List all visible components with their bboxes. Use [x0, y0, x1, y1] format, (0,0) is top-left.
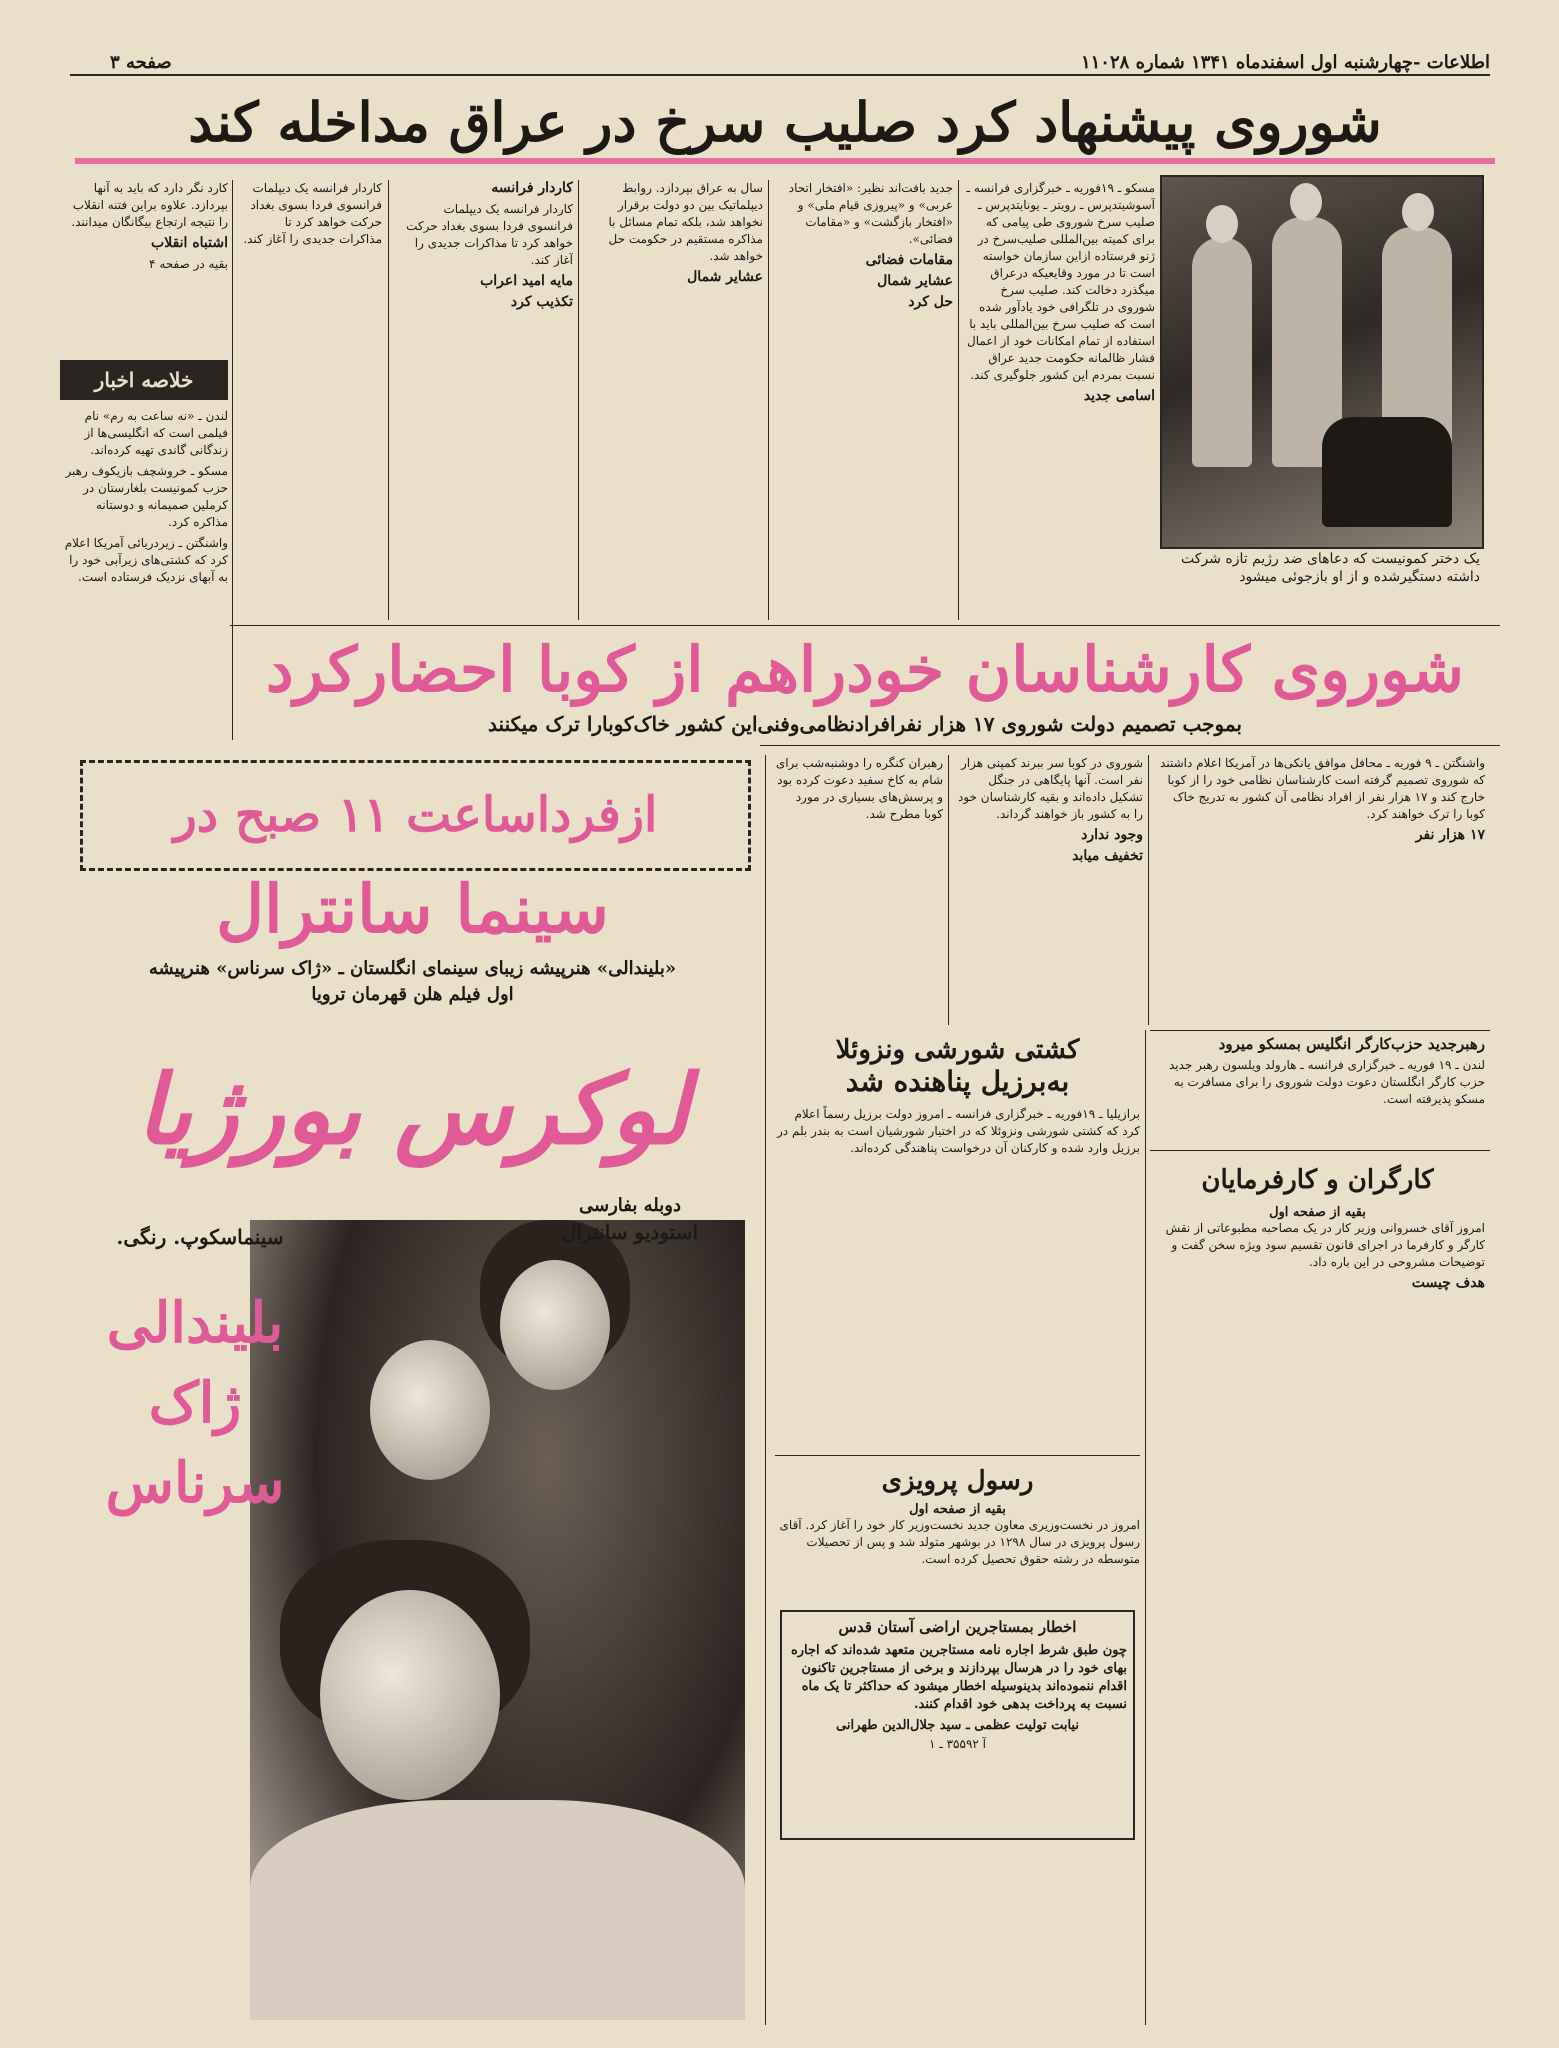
film-title: لوکرس بورژیا: [135, 1053, 690, 1166]
article-text: لندن ـ ۱۹ فوریه ـ خبرگزاری فرانسه ـ هارولد ویلسون رهبر جدید حزب کارگر انگلستان دعوت دولت شوروی را برای مسافرت به مسکو پذیرفته است.: [1168, 1058, 1485, 1106]
star-name: ژاک: [148, 1370, 242, 1436]
poster-face: [320, 1590, 500, 1800]
column-rule: [388, 180, 389, 620]
article-far-left: [60, 180, 228, 340]
star-name: سرناس: [105, 1450, 285, 1516]
article-title: رسول پرویزی: [881, 1466, 1034, 1496]
workers-article: [1150, 1155, 1485, 2025]
main-headline: شوروی پیشنهاد کرد صلیب سرخ در عراق مداخله کند: [188, 90, 1382, 154]
article-subhead: ۱۷ هزار نفر: [1415, 827, 1485, 843]
article-text: کاردار فرانسه یک دیپلمات فرانسوی فردا بسوی بغداد حرکت خواهد کرد تا مذاکرات جدیدی را آغاز کند.: [406, 202, 573, 267]
article-text: واشنگتن ـ ۹ فوریه ـ محافل موافق یانکی‌ها در آمریکا اعلام داشتند که شوروی تصمیم گرفته است کارشناسان نظامی خود را از کوبا خارج کند و ۱۷ هزار نفر از افراد نظامی آن کشور به تدریج خاک کوبا را ترک خواهند کرد.: [1160, 756, 1485, 821]
continued-note: بقیه در صفحه ۴: [149, 257, 228, 271]
article-text: امروز آقای خسروانی وزیر کار در یک مصاحبه مطبوعاتی از نقش کارگر و کارفرما در اجرای قانون تقسیم سود ویژه سخن گفت و توضیحات مشروحی در این باره داد.: [1165, 1221, 1485, 1269]
article-subhead: اسامی جدید: [1083, 388, 1155, 404]
article-france: [395, 180, 573, 610]
photo-head: [1402, 193, 1434, 231]
article-subhead: عشایر شمال: [877, 273, 953, 289]
section-rule: [760, 745, 1500, 746]
article-subhead: وجود ندارد: [1081, 827, 1143, 843]
continued-note: بقیه از صفحه اول: [909, 1502, 1006, 1517]
section-rule: [1150, 1150, 1490, 1151]
column-rule: [948, 755, 949, 1025]
continued-note: بقیه از صفحه اول: [1269, 1205, 1366, 1220]
studio-label: استودیو سانترال: [561, 1220, 699, 1244]
headline-underline: [75, 158, 1495, 164]
article-text: کارد نگر دارد که باید به آنها بپردازد. علاوه براین فتنه انقلاب را نتیجه ارتجاع بیگانگان میدانند.: [71, 181, 228, 229]
article-text: سال به عراق بپردازد. روابط دیپلماتیک بین دو دولت برقرار نخواهد شد، بلکه تمام مسائل با مذاکره مستقیم در حکومت حل خواهد شد.: [608, 181, 763, 263]
cinema-ad-banner: ازفرداساعت ۱۱ صبح در: [80, 760, 751, 871]
dub-label: دوبله بفارسی: [579, 1195, 681, 1216]
article-subhead: اشتباه انقلاب: [151, 235, 228, 251]
issue-info: اطلاعات -چهارشنبه اول اسفندماه ۱۳۴۱ شماره ۱۱۰۲۸: [1080, 52, 1490, 73]
brief-news-item: واشنگتن ـ زیردریائی آمریکا اعلام کرد که کشتی‌های زیرآبی خود را به آبهای نزدیک فرستاده است.: [64, 536, 228, 584]
article-title: کارگران و کارفرمایان: [1201, 1165, 1434, 1195]
second-subhead: بموجب تصمیم دولت شوروی ۱۷ هزار نفرافرادنظامی‌وفنی‌این کشور خاک‌کوبارا ترک میکنند: [488, 712, 1242, 736]
article-subhead: هدف چیست: [1411, 1275, 1485, 1291]
column-rule: [958, 180, 959, 620]
cuba-article-col1: [1155, 755, 1485, 1025]
column-rule: [765, 755, 766, 2025]
photo-figure-seated: [1322, 417, 1452, 527]
section-rule: [1150, 1030, 1490, 1031]
article-text: رهبران کنگره را دوشنبه‌شب برای شام به کاخ سفید دعوت کرده بود و پرسش‌های بسیاری در مورد کوبا مطرح شد.: [775, 756, 943, 821]
format-label: سینماسکوپ. رنگی.: [116, 1225, 284, 1249]
second-headline: شوروی کارشناسان خودراهم از کوبا احضارکرد: [265, 633, 1464, 706]
cuba-article-col2: [955, 755, 1143, 1025]
article-title: رهبرجدید حزب‌کارگر انگلیس بمسکو میرود: [1218, 1035, 1485, 1053]
article-title: کشتی شورشی ونزوئلا: [835, 1035, 1080, 1065]
article-text: برازیلیا ـ ۱۹فوریه ـ خبرگزاری فرانسه ـ امروز دولت برزیل رسماً اعلام کرد که کشتی شورشی ونزوئلا که در اختیار شورشیان است به بندر بلم در برزیل وارد شده و کارکنان آن درخواست پناهندگی کرده‌اند.: [777, 1107, 1140, 1155]
notice-signature: نیابت تولیت عظمی ـ سید جلال‌الدین طهرانی: [836, 1718, 1079, 1733]
article-text: امروز در نخست‌وزیری معاون جدید نخست‌وزیر کار خود را آغاز کرد. آقای رسول پرویزی در سال ۱۲۹۸ در بوشهر متولد شد و پس از تحصیلات متوسطه در رشته حقوق تحصیل کرده است.: [779, 1518, 1140, 1566]
cuba-article-col3: [775, 755, 943, 1025]
article-france-cont: [240, 180, 382, 610]
cinema-name: سینما سانترال: [216, 870, 609, 948]
masthead: [70, 50, 1490, 76]
rasul-article: [775, 1460, 1140, 1600]
star-name: بلیندالی: [106, 1290, 284, 1356]
article-subhead: مقامات فضائی: [865, 252, 953, 268]
article-subhead: مایه امید اعراب: [480, 273, 573, 289]
article-text: کاردار فرانسه یک دیپلمات فرانسوی فردا بسوی بغداد حرکت خواهد کرد تا مذاکرات جدیدی را آغاز کند.: [243, 181, 382, 246]
article-middle: [585, 180, 763, 610]
photo-caption: یک دختر کمونیست که دعاهای ضد رژیم تازه شرکت داشته دستگیرشده و از او بازجوئی میشود: [1181, 551, 1480, 585]
column-rule: [578, 180, 579, 620]
brief-news-title: خلاصه اخبار: [60, 360, 228, 400]
article-subhead: عشایر شمال: [687, 269, 763, 285]
notice-text: چون طبق شرط اجاره نامه مستاجرین متعهد شده‌اند که اجاره بهای خود را در هرسال بپردازند و برخی از مستاجرین تاکنون اقدام ننموده‌اند بدینوسیله اخطار میشود که حداکثر تا یک ماه نسبت به پرداخت بدهی خود اقدام کنند.: [790, 1643, 1127, 1712]
notice-box: [780, 1610, 1135, 1840]
article-text: مسکو ـ ۱۹فوریه ـ خبرگزاری فرانسه ـ آسوشیتدپرس ـ رویتر ـ یونایتدپرس ـ صلیب سرخ شوروی طی پیامی که برای کمیته بین‌المللی صلیب‌سرخ در ژنو فرستاده ازاین سازمان خواسته است تا در مورد وقایعیکه درعراق میگذرد دخالت کند. صلیب سرخ شوروی در تلگرافی خود یادآور شده است که صلیب سرخ بین‌المللی باید با استفاده از تمام امکانات خود از اعمال فشار ظالمانه حکومت جدید عراق نسبت بمردم این کشور جلوگیری کند.: [966, 181, 1155, 382]
brief-news-item: مسکو ـ خروشچف بازیکوف رهبر حزب کمونیست بلغارستان در کرملین صمیمانه و دوستانه مذاکره کرد.: [65, 464, 228, 529]
poster-face: [370, 1340, 490, 1480]
article-subhead: کاردار فرانسه: [491, 180, 573, 196]
article-subhead: تکذیب کرد: [510, 294, 573, 310]
notice-code: آ ۳۵۵۹۲ ـ ۱: [929, 1737, 986, 1751]
article-subhead: تخفیف میابد: [1072, 848, 1143, 864]
poster-body: [250, 1800, 745, 2020]
page-number: صفحه ۳: [110, 52, 172, 73]
brief-news-item: لندن ـ «نه ساعت به رم» نام فیلمی است که انگلیسی‌ها از زندگانی گاندی تهیه کرده‌اند.: [84, 409, 228, 457]
section-rule: [775, 1455, 1140, 1456]
article-text: شوروی در کوبا سر ببرند کمپنی هزار نفر است. آنها پایگاهی در جنگل تشکیل داده‌اند و بقیه کارشناسان خود را به کشور باز خواهند گرداند.: [958, 756, 1143, 821]
section-rule: [230, 625, 1500, 626]
article-title: به‌برزیل پناهنده شد: [845, 1065, 1070, 1098]
article-text: جدید بافت‌اند نظیر: «افتخار اتحاد عربی» و «پیروزی قیام ملی» و «افتخار بازگشت» و «مقامات فضائی».: [788, 181, 953, 246]
column-rule: [768, 180, 769, 620]
cinema-ad-line: «بلیندالی» هنرپیشه زیبای سینمای انگلستان ـ «ژاک سرناس» هنرپیشه: [148, 958, 677, 979]
photo-head: [1290, 183, 1322, 221]
article-red-cross: [965, 180, 1155, 610]
poster-face: [500, 1260, 610, 1390]
photo-head: [1206, 205, 1238, 243]
notice-title: اخطار بمستاجرین اراضی آستان قدس: [838, 1618, 1077, 1636]
article-subhead: حل کرد: [908, 294, 953, 310]
article-kurds: [775, 180, 953, 610]
photo-figure: [1192, 237, 1252, 467]
news-photo: [1160, 175, 1484, 549]
brief-news: [60, 360, 228, 740]
cinema-ad-line: اول فیلم هلن قهرمان ترویا: [311, 984, 514, 1005]
boat-article: [775, 1035, 1140, 1455]
column-rule: [1145, 1030, 1146, 2025]
column-rule: [1148, 755, 1149, 1025]
